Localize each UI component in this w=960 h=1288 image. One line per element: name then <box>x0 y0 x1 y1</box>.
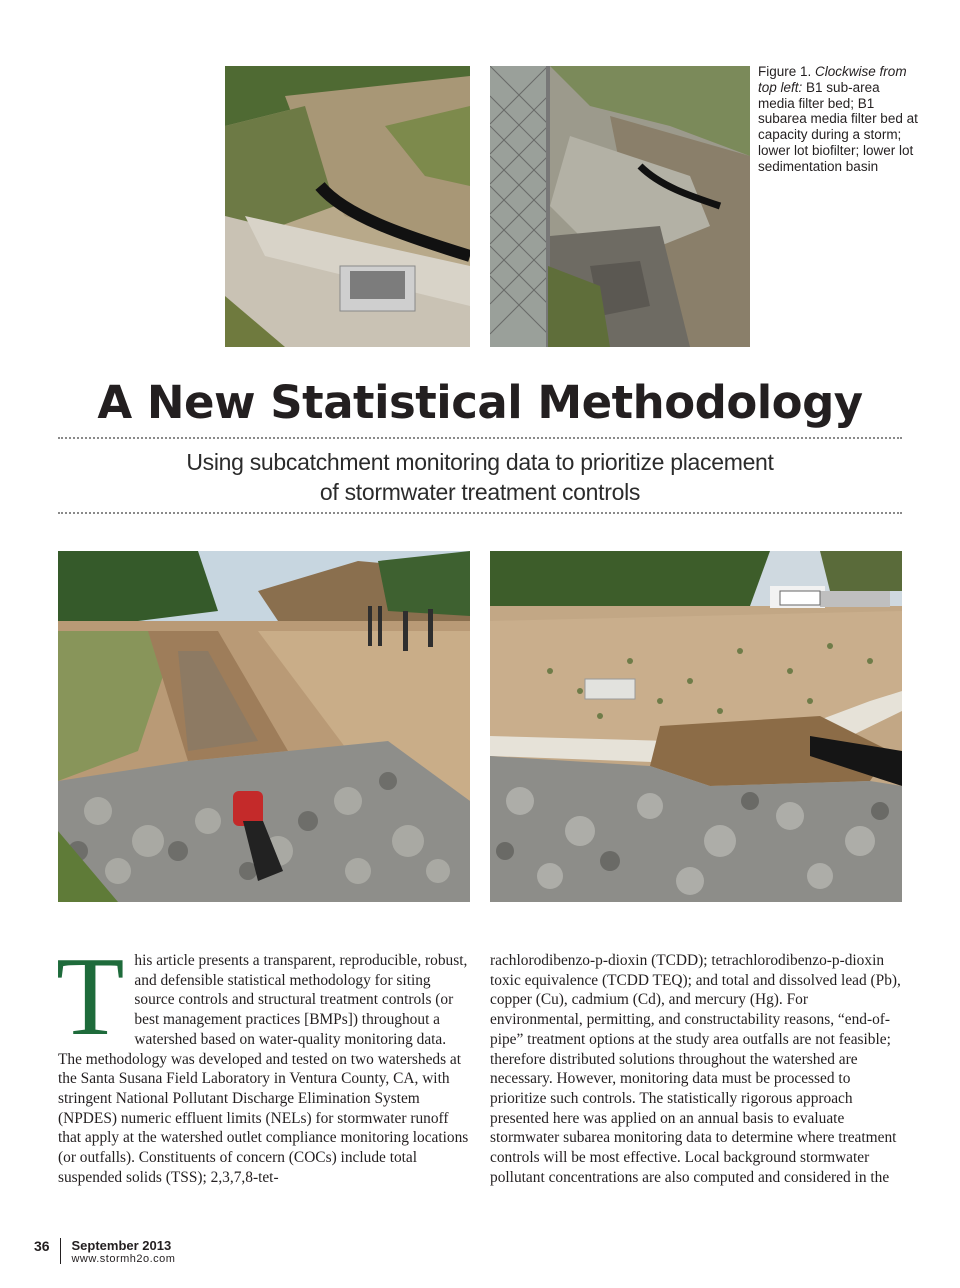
photo-b1-media-filter-bed <box>225 66 470 347</box>
page-number: 36 <box>34 1238 50 1254</box>
divider-top <box>58 437 902 439</box>
article-text-right: rachlorodibenzo-p-dioxin (TCDD); tetrachlorodibenzo-p-dioxin toxic equivalence (TCDD TEQ); and total and dissolved lead (Pb), copper (Cu), cadmium (Cd), and mercury (Hg). For environmental, permitting, and constructability reasons, “end-of-pipe” treatment options at the study area outfalls are not feasible; therefore distributed solutions throughout the watershed are necessary. However, monitoring data must be processed to prioritize such controls. The statistically rigorous approach presented here was applied on an annual basis to evaluate stormwater subarea monitoring data to determine where treatment controls will be most effective. Local background stormwater pollutant concentrations are also computed and considered in the <box>490 952 901 1186</box>
figure-caption <box>758 64 918 175</box>
footer-divider <box>60 1238 61 1264</box>
article-text-left: his article presents a transparent, reproducible, robust, and defensible statistical methodology for siting source controls and structural treatment controls (or best management practices [BMPs]) throughout a watershed based on water-quality monitoring data. The methodology was developed and tested on two watersheds at the Santa Susana Field Laboratory in Ventura County, CA, with stringent National Pollutant Discharge Elimination System (NPDES) numeric effluent limits (NELs) for stormwater runoff that apply at the watershed outlet compliance monitoring locations (or outfalls). Constituents of concern (COCs) include total suspended solids (TSS); 2,3,7,8-tet- <box>58 952 469 1186</box>
footer-meta <box>71 1238 175 1266</box>
photo-filter-bed-storm <box>490 66 750 347</box>
caption-text: B1 sub-area media filter bed; B1 subarea media filter bed at capacity during a storm; lower lot biofilter; lower lot sedimentation basin <box>758 79 918 174</box>
drop-cap: T <box>56 935 125 1059</box>
subtitle-line-2: of stormwater treatment controls <box>319 479 641 505</box>
caption-italic: Clockwise from top left: <box>758 64 907 95</box>
article-column-left <box>56 935 470 1187</box>
website-url: www.stormh2o.com <box>71 1253 176 1265</box>
photo-biofilter <box>490 551 902 902</box>
subtitle-line-1: Using subcatchment monitoring data to prioritize placement <box>186 449 774 475</box>
divider-bottom <box>58 512 902 514</box>
article-subtitle <box>130 447 830 507</box>
photo-sedimentation-basin <box>58 551 470 902</box>
page-footer <box>34 1238 175 1266</box>
issue-date: September 2013 <box>71 1238 172 1253</box>
caption-label: Figure 1. <box>758 64 812 79</box>
article-column-right <box>490 951 902 1187</box>
article-title: A New Statistical Methodology <box>97 376 863 429</box>
